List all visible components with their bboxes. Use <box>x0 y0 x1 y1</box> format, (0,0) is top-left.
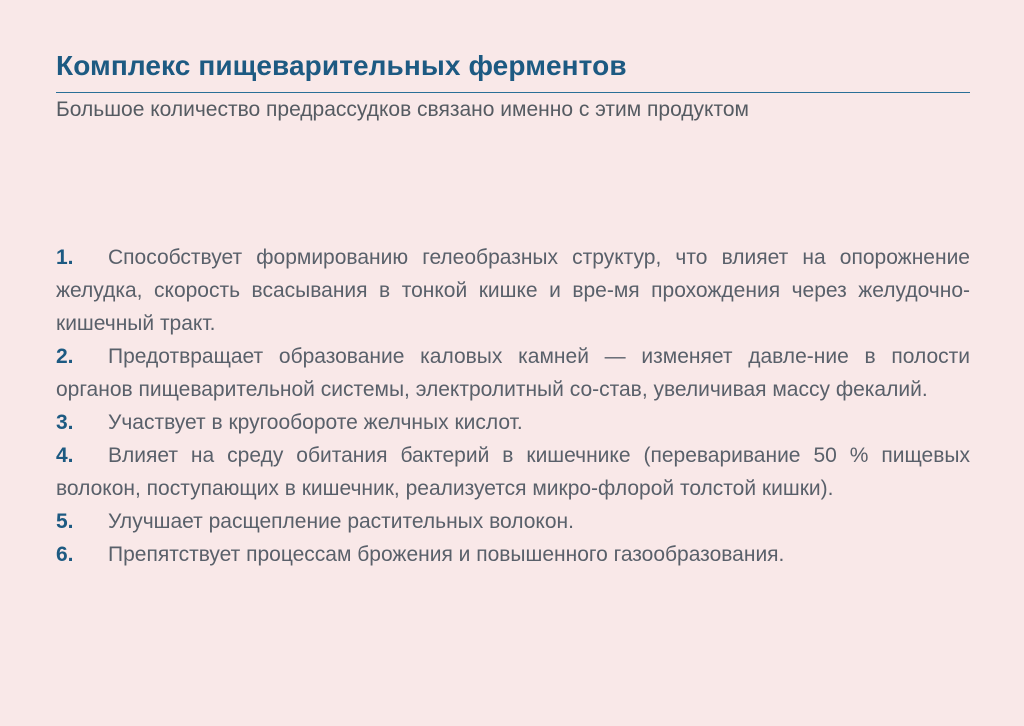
slide-header <box>56 46 970 125</box>
list-item-number: 3. <box>56 411 74 434</box>
list-item-number: 5. <box>56 510 74 533</box>
list-item <box>56 538 970 571</box>
list-item-text: Способствует формированию гелеобразных структур, что влияет на опорожнение желудка, скорость всасывания в тонкой кишке и вре-мя прохождения через желудочно-кишечный тракт. <box>56 246 970 335</box>
list-item <box>56 241 970 340</box>
list-item <box>56 505 970 538</box>
list-item-number: 2. <box>56 345 74 368</box>
list-item-text: Влияет на среду обитания бактерий в кишечнике (переваривание 50 % пищевых волокон, поступающих в кишечник, реализуется микро-флорой толстой кишки). <box>56 444 970 500</box>
list-item-text: Участвует в кругообороте желчных кислот. <box>108 411 523 434</box>
list-item-number: 4. <box>56 444 74 467</box>
list-item <box>56 439 970 505</box>
list-item <box>56 340 970 406</box>
page-title: Комплекс пищеварительных ферментов <box>56 50 627 81</box>
list-item-text: Предотвращает образование каловых камней — изменяет давле-ние в полости органов пищеварительной системы, электролитный со-став, увеличивая массу фекалий. <box>56 345 970 401</box>
page-subtitle: Большое количество предрассудков связано именно с этим продуктом <box>56 98 749 121</box>
list-item-text: Препятствует процессам брожения и повышенного газообразования. <box>108 543 785 566</box>
list-item <box>56 406 970 439</box>
list-item-text: Улучшает расщепление растительных волокон. <box>108 510 574 533</box>
numbered-list <box>56 241 970 571</box>
title-divider <box>56 92 970 93</box>
list-item-number: 1. <box>56 246 74 269</box>
list-item-number: 6. <box>56 543 74 566</box>
